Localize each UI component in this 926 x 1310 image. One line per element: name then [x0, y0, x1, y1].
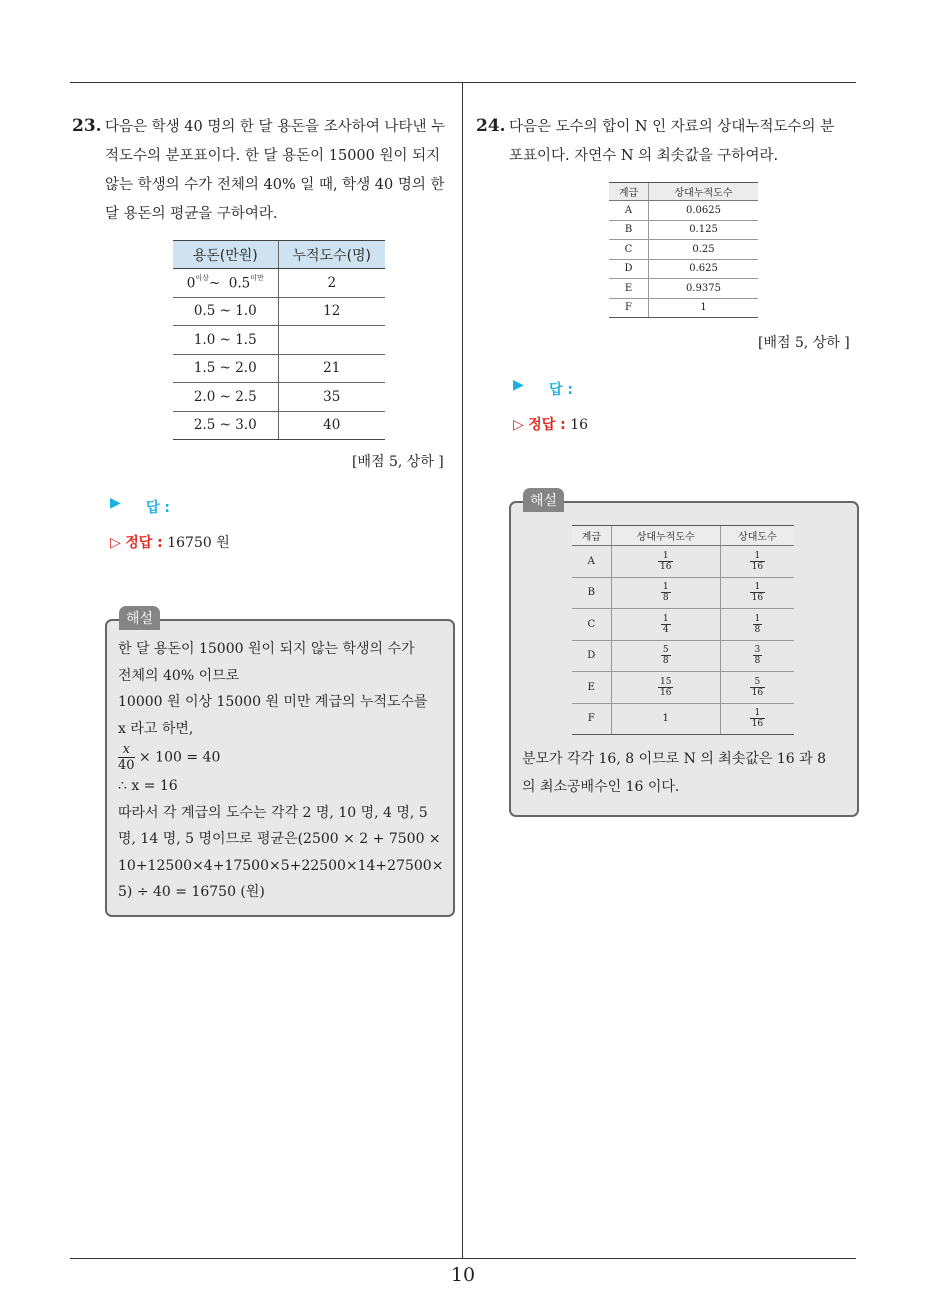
table-cell-value [278, 326, 385, 355]
table-cell: B [609, 220, 649, 240]
table-row [609, 259, 758, 279]
bottom-rule [70, 1258, 856, 1259]
correct-answer-value: 16750 원 [167, 535, 230, 551]
solution-line: 명, 14 명, 5 명이므로 평균은(2500 × 2 + 7500 × [118, 831, 441, 847]
table-cell-value: 35 [278, 383, 385, 412]
table-cell-value: 21 [278, 354, 385, 383]
question-23-line: 않는 학생의 수가 전체의 40% 일 때, 학생 40 명의 한 [105, 177, 445, 193]
table-cell-value: 40 [278, 411, 385, 440]
question-23-line: 다음은 학생 40 명의 한 달 용돈을 조사하여 나타낸 누 [105, 119, 446, 135]
table-cell: $\frac{5}{8}$ [611, 640, 720, 672]
table-cell: E [609, 279, 649, 299]
table-cell: $\frac{1}{16}$ [720, 577, 794, 609]
solution-table [572, 525, 794, 735]
table-cell: B [572, 577, 611, 609]
table-cell: D [609, 259, 649, 279]
table-cell: 0.125 [649, 220, 758, 240]
correct-answer-23 [110, 532, 230, 552]
table-cell: $\frac{15}{16}$ [611, 672, 720, 704]
solution-24-tab: 해설 [523, 488, 564, 512]
table-cell: F [609, 298, 649, 318]
correct-answer-value: 16 [570, 417, 589, 433]
solution-line: 10000 원 이상 15000 원 미만 계급의 누적도수를 [118, 694, 428, 710]
answer-23-row [110, 495, 121, 511]
fraction: $\frac{x}{40}$ [118, 742, 135, 773]
table-header: 계급 [572, 526, 611, 546]
table-row [609, 220, 758, 240]
solution-23-tab: 해설 [119, 606, 160, 630]
table-cell-range: 2.5 ~ 3.0 [173, 411, 278, 440]
table-cell: $\frac{5}{16}$ [720, 672, 794, 704]
table-cell: $\frac{1}{16}$ [720, 546, 794, 578]
table-row [173, 354, 385, 383]
table-row [572, 546, 794, 578]
answer-24-row [513, 377, 524, 393]
table-row [572, 703, 794, 735]
question-23-line: 적도수의 분포표이다. 한 달 용돈이 15000 원이 되지 [105, 148, 441, 164]
table-cell: E [572, 672, 611, 704]
table-row [173, 326, 385, 355]
table-header: 누적도수(명) [278, 241, 385, 269]
table-cell-range: 0.5 ~ 1.0 [173, 297, 278, 326]
table-cell: D [572, 640, 611, 672]
outline-triangle-icon: ▷ [513, 417, 524, 433]
table-cell-value: 2 [278, 269, 385, 298]
outline-triangle-icon: ▷ [110, 535, 121, 551]
table-row [609, 279, 758, 299]
solution-23-text [118, 636, 443, 906]
table-row [572, 640, 794, 672]
table-cell: 0.625 [649, 259, 758, 279]
table-cell-value: 12 [278, 297, 385, 326]
relative-cumulative-table [609, 182, 758, 318]
question-23-number: 23. [72, 116, 102, 136]
table-cell: A [572, 546, 611, 578]
solution-line: 전체의 40% 이므로 [118, 667, 240, 684]
correct-answer-24 [513, 414, 588, 434]
page-number: 10 [450, 1264, 476, 1286]
table-row [173, 297, 385, 326]
table-cell: $\frac{1}{8}$ [720, 609, 794, 641]
table-row [572, 672, 794, 704]
solution-line: 따라서 각 계급의 도수는 각각 2 명, 10 명, 4 명, 5 [118, 804, 428, 821]
table-cell-range: 1.0 ~ 1.5 [173, 326, 278, 355]
correct-answer-label: 정답 : [125, 535, 163, 551]
question-23-points: [배점 5, 상하 ] [352, 454, 444, 470]
table-row [572, 609, 794, 641]
table-cell-range: 2.0 ~ 2.5 [173, 383, 278, 412]
table-cell: 0.9375 [649, 279, 758, 299]
solution-fraction-line: $\frac{x}{40}$ × 100 = 40 [118, 742, 221, 773]
solution-line: 분모가 각각 16, 8 이므로 N 의 최솟값은 16 과 8 [522, 751, 826, 767]
solution-line: 의 최소공배수인 16 이다. [522, 779, 680, 795]
table-cell: F [572, 703, 611, 735]
table-row [609, 298, 758, 318]
table-cell: 0.25 [649, 240, 758, 260]
table-cell: $\frac{1}{8}$ [611, 577, 720, 609]
table-cell: A [609, 201, 649, 221]
table-row [173, 383, 385, 412]
solution-line: 10+12500×4+17500×5+22500×14+27500× [118, 857, 444, 874]
table-cell-range: 1.5 ~ 2.0 [173, 354, 278, 383]
question-24-line: 포표이다. 자연수 N 의 최솟값을 구하여라. [509, 148, 779, 164]
table-cell: 1 [611, 703, 720, 735]
table-cell: $\frac{1}{4}$ [611, 609, 720, 641]
column-divider [462, 82, 463, 1258]
table-header: 용돈(만원) [173, 241, 278, 269]
table-header: 상대도수 [720, 526, 794, 546]
top-rule [70, 82, 856, 83]
table-header: 계급 [609, 183, 649, 201]
table-cell: 1 [649, 298, 758, 318]
table-cell: $\frac{1}{16}$ [720, 703, 794, 735]
correct-answer-label: 정답 : [528, 417, 566, 433]
solution-line: x 라고 하면, [118, 720, 194, 737]
question-24-number: 24. [476, 116, 506, 136]
answer-24-label: 답 : [549, 382, 573, 398]
question-24-line: 다음은 도수의 합이 N 인 자료의 상대누적도수의 분 [509, 119, 835, 135]
table-header: 상대누적도수 [649, 183, 758, 201]
table-cell-range: $0^{이상}\sim$ $0.5^{미만}$ [173, 269, 278, 298]
question-23-line: 달 용돈의 평균을 구하여라. [105, 206, 278, 222]
table-header: 상대누적도수 [611, 526, 720, 546]
table-row [572, 577, 794, 609]
solution-24-text [522, 745, 847, 801]
table-cell: C [572, 609, 611, 641]
question-24-text [509, 113, 859, 171]
cumulative-frequency-table [173, 240, 385, 440]
table-cell: C [609, 240, 649, 260]
table-row [173, 269, 385, 298]
solution-line: ∴ x = 16 [118, 778, 178, 794]
play-triangle-icon: ▶ [110, 495, 121, 511]
solution-line: 5) ÷ 40 = 16750 (원) [118, 884, 265, 900]
table-cell: $\frac{1}{16}$ [611, 546, 720, 578]
question-24-points: [배점 5, 상하 ] [758, 335, 850, 351]
answer-23-label: 답 : [146, 500, 170, 516]
table-row [173, 411, 385, 440]
play-triangle-icon: ▶ [513, 377, 524, 393]
table-row [609, 240, 758, 260]
table-cell: 0.0625 [649, 201, 758, 221]
solution-line: 한 달 용돈이 15000 원이 되지 않는 학생의 수가 [118, 641, 415, 657]
question-23-text [105, 113, 455, 229]
table-cell: $\frac{3}{8}$ [720, 640, 794, 672]
table-row [609, 201, 758, 221]
